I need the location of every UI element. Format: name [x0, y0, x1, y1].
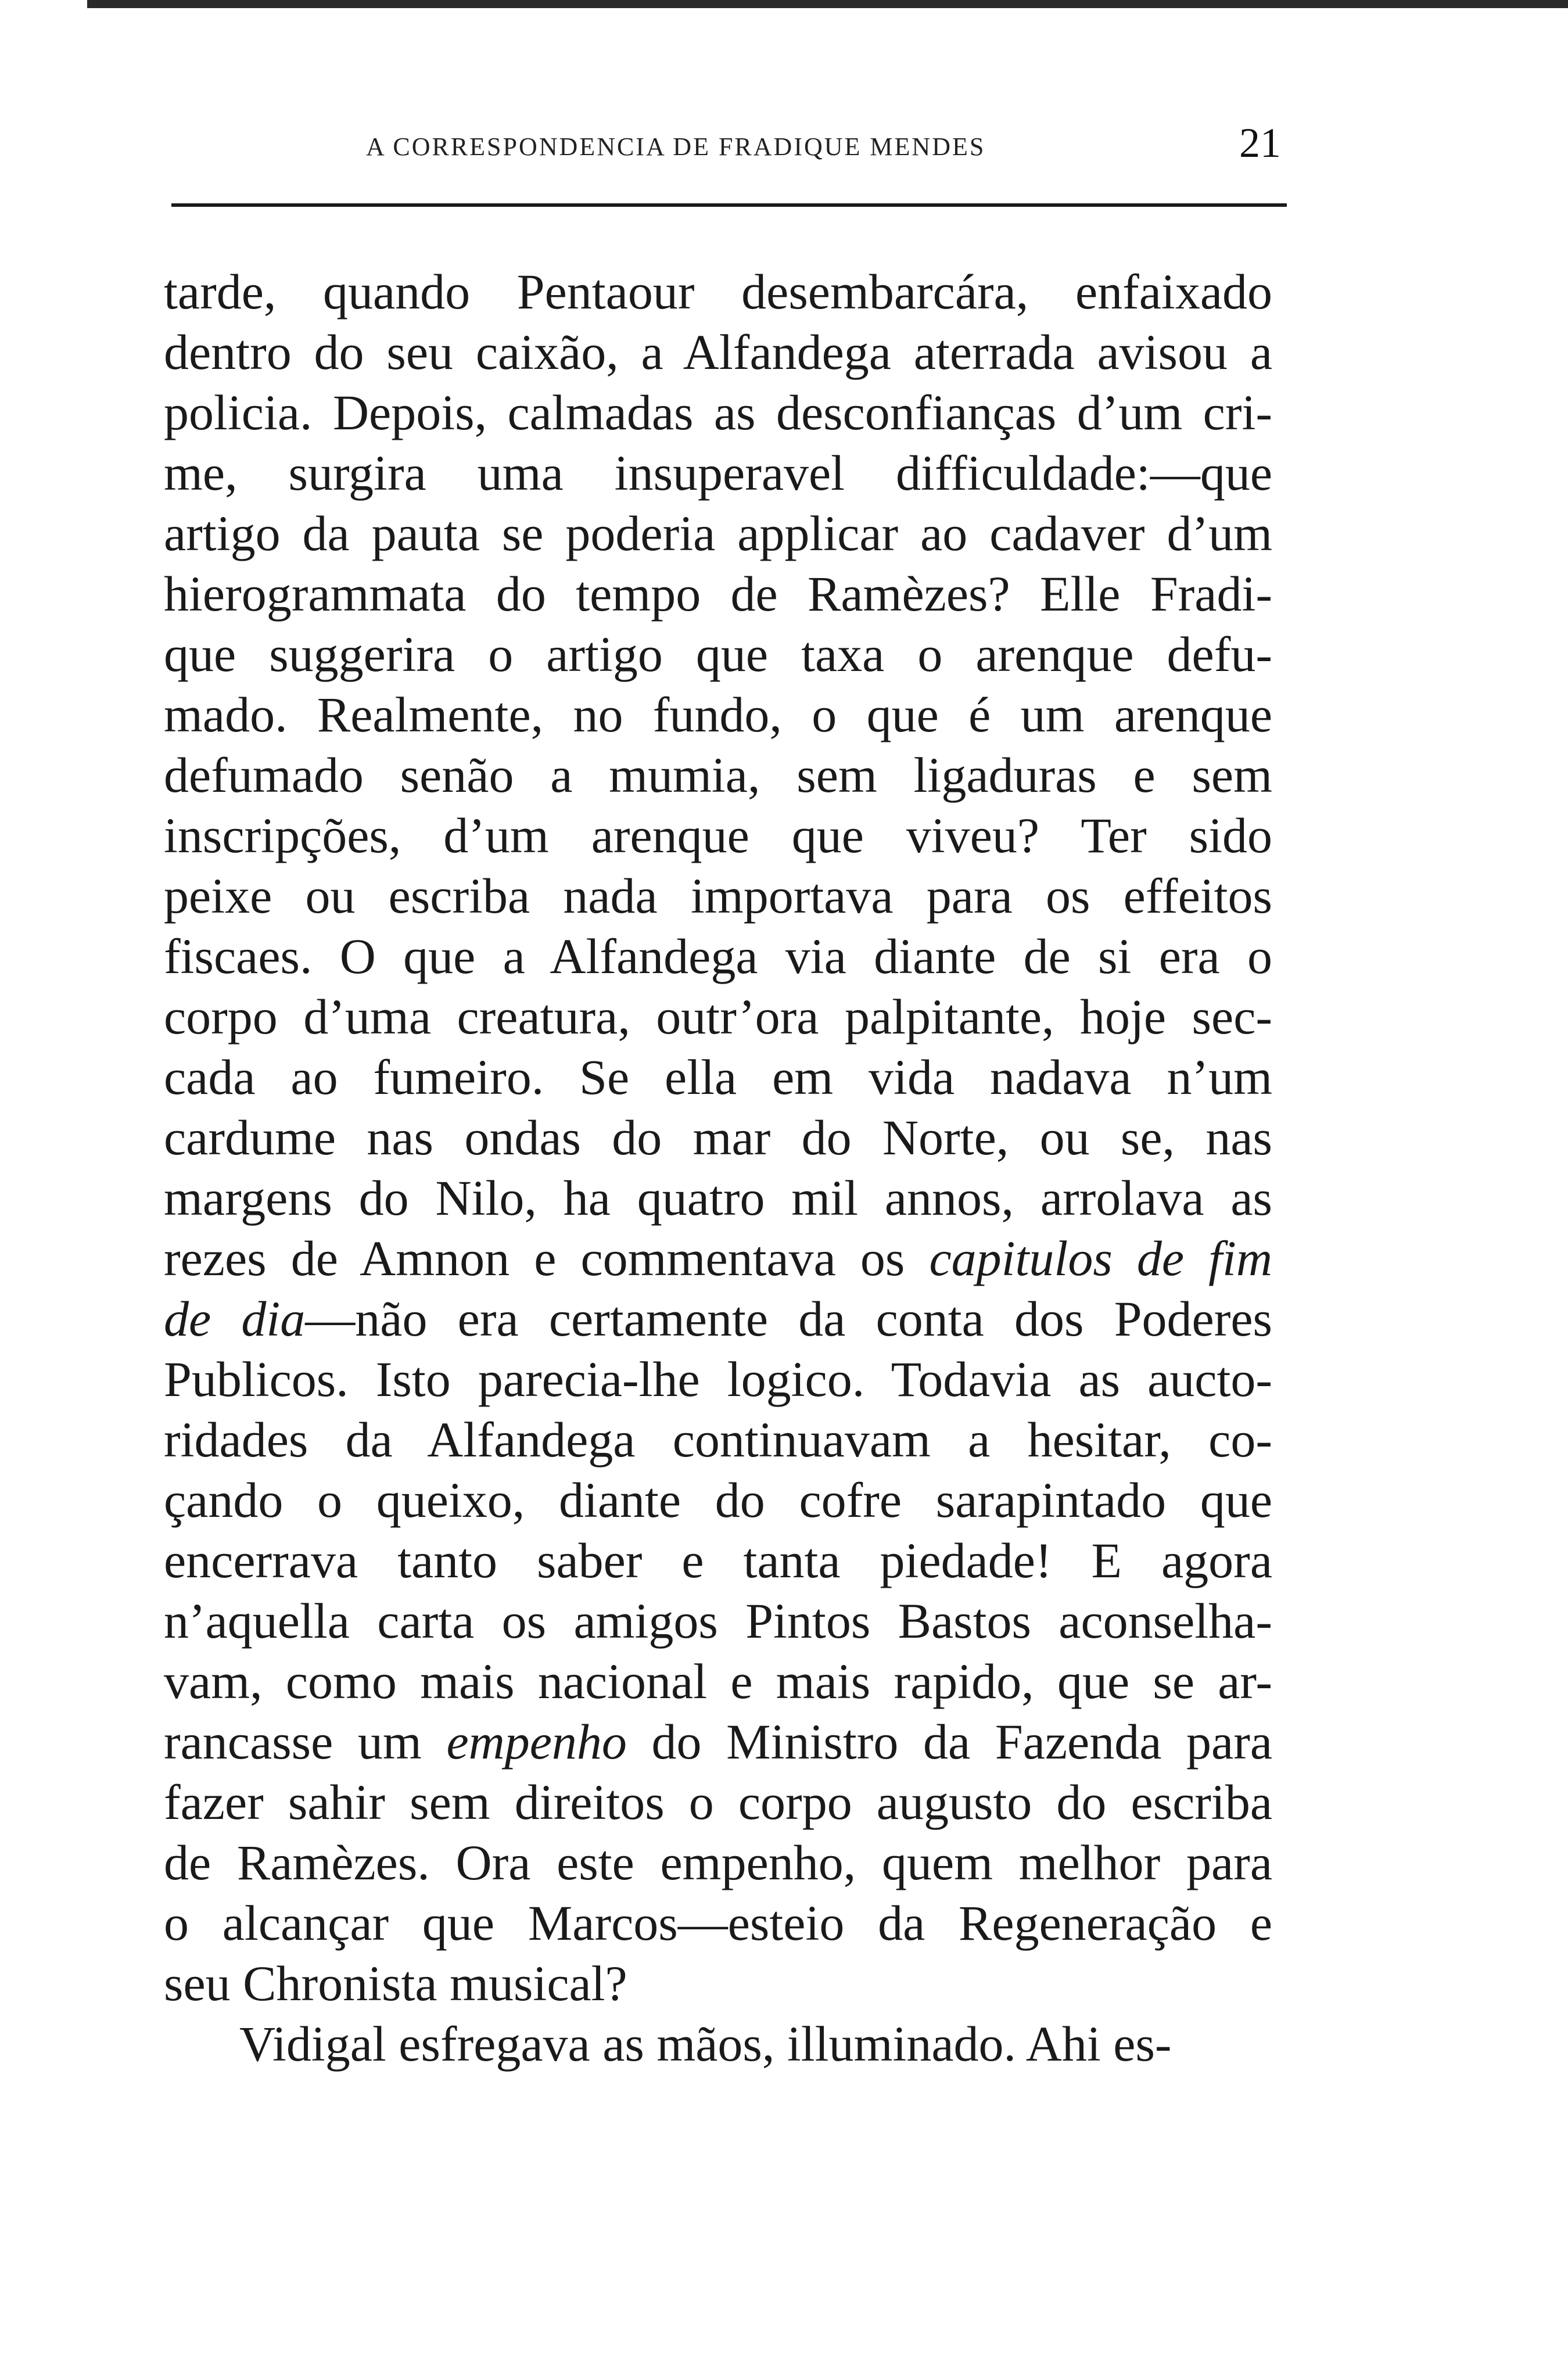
text-line [164, 1289, 1272, 1349]
running-title: A CORRESPONDENCIA DE FRADIQUE MENDES [366, 132, 986, 161]
text-run: çando o queixo, diante do cofre sarapintado que [164, 1472, 1272, 1528]
text-run: fazer sahir sem direitos o corpo augusto do escriba [164, 1774, 1272, 1830]
text-run: me, surgira uma insuperavel difficuldade:—que [164, 445, 1272, 501]
text-run: tarde, quando Pentaour desembarcára, enfaixado [164, 264, 1272, 320]
text-line [164, 382, 1272, 443]
text-run: hierogrammata do tempo de Ramèzes? Elle Fradi- [164, 566, 1272, 622]
text-line [164, 684, 1272, 745]
text-run: rezes de Amnon e commentava os [164, 1230, 930, 1286]
text-line [164, 503, 1272, 564]
text-line [164, 443, 1272, 503]
text-line [164, 1228, 1272, 1289]
text-run: rancasse um [164, 1714, 447, 1770]
text-run: encerrava tanto saber e tanta piedade! E agora [164, 1533, 1272, 1588]
text-run: n’aquella carta os amigos Pintos Bastos aconselha- [164, 1593, 1272, 1649]
text-run: do Ministro da Fazenda para [626, 1714, 1273, 1770]
text-line [164, 1832, 1272, 1893]
text-line [164, 1711, 1272, 1772]
text-run: Vidigal esfregava as mãos, illuminado. Ahi es- [239, 2016, 1172, 2072]
text-run: Publicos. Isto parecia-lhe logico. Todavia as aucto- [164, 1351, 1272, 1407]
text-line [164, 1409, 1272, 1470]
text-run: artigo da pauta se poderia applicar ao cadaver d’um [164, 505, 1272, 561]
text-line [164, 1772, 1272, 1832]
text-line [164, 261, 1272, 322]
text-line [164, 1591, 1272, 1651]
text-run: de Ramèzes. Ora este empenho, quem melhor para [164, 1835, 1272, 1890]
text-line [164, 624, 1272, 684]
text-run: corpo d’uma creatura, outr’ora palpitante, hoje sec- [164, 989, 1272, 1045]
text-line [164, 2014, 1272, 2074]
page-header [168, 119, 1287, 183]
text-line [164, 1893, 1272, 1953]
text-run: o alcançar que Marcos—esteio da Regeneração e [164, 1895, 1272, 1951]
text-line [164, 1953, 1272, 2014]
header-rule [171, 203, 1287, 207]
text-run: fiscaes. O que a Alfandega via diante de si era o [164, 928, 1272, 984]
italic-text: empenho [446, 1714, 627, 1770]
text-run: mado. Realmente, no fundo, o que é um arenque [164, 687, 1272, 742]
text-line [164, 805, 1272, 866]
text-line [164, 1107, 1272, 1168]
text-run: —não era certamente da conta dos Poderes [305, 1291, 1272, 1347]
text-line [164, 322, 1272, 382]
text-line [164, 1530, 1272, 1591]
text-line [164, 986, 1272, 1047]
text-run: ridades da Alfandega continuavam a hesitar, co- [164, 1412, 1272, 1467]
text-line [164, 1168, 1272, 1228]
text-run: peixe ou escriba nada importava para os effeitos [164, 868, 1272, 924]
text-run: vam, como mais nacional e mais rapido, que se ar- [164, 1653, 1272, 1709]
text-line [164, 745, 1272, 805]
text-run: que suggerira o artigo que taxa o arenque defu- [164, 626, 1272, 682]
text-line [164, 866, 1272, 926]
text-line [164, 1047, 1272, 1107]
page-top-edge [87, 0, 1568, 8]
text-run: cardume nas ondas do mar do Norte, ou se, nas [164, 1110, 1272, 1165]
text-run: dentro do seu caixão, a Alfandega aterrada avisou a [164, 324, 1272, 380]
text-run: policia. Depois, calmadas as desconfianças d’um cri- [164, 385, 1272, 440]
text-line [164, 1651, 1272, 1711]
page-number: 21 [1239, 120, 1281, 166]
text-run: margens do Nilo, ha quatro mil annos, arrolava as [164, 1170, 1272, 1226]
text-run: seu Chronista musical? [164, 1955, 627, 2011]
body-text [164, 261, 1272, 2074]
italic-text: capitulos de fim [929, 1230, 1272, 1286]
text-run: cada ao fumeiro. Se ella em vida nadava n’um [164, 1049, 1272, 1105]
text-line [164, 1470, 1272, 1530]
text-line [164, 926, 1272, 986]
text-run: defumado senão a mumia, sem ligaduras e sem [164, 747, 1272, 803]
italic-text: de dia [164, 1291, 306, 1347]
text-run: inscripções, d’um arenque que viveu? Ter sido [164, 808, 1272, 863]
text-line [164, 1349, 1272, 1409]
text-line [164, 564, 1272, 624]
